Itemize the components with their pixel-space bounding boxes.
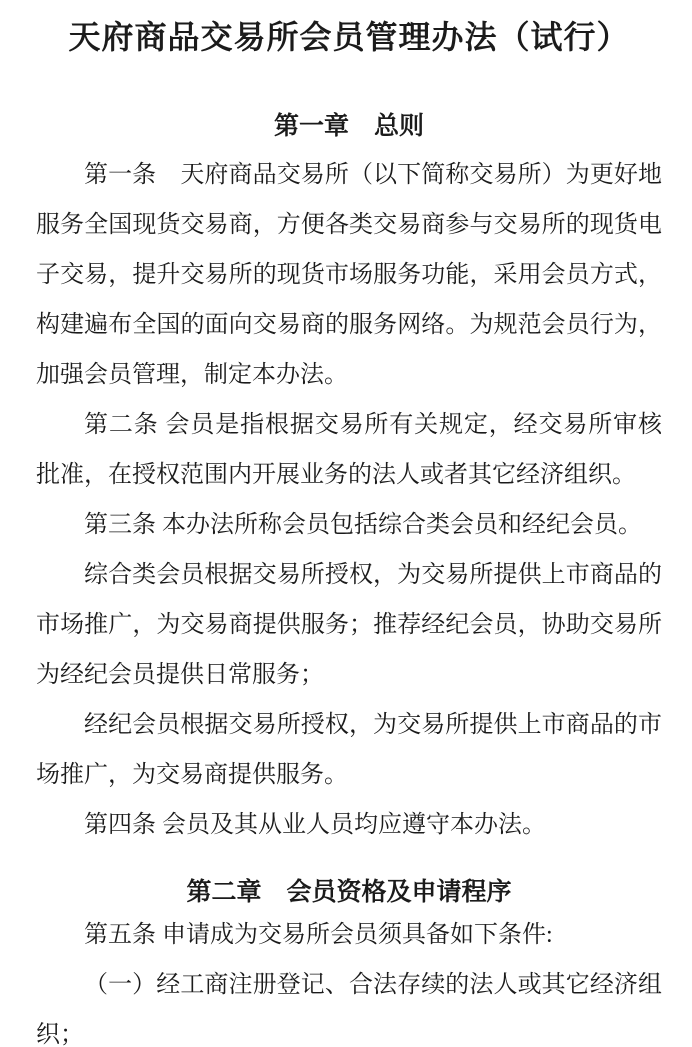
chapter-2 [36,878,662,1047]
chapter-1-heading: 第一章 总则 [273,113,424,140]
paragraph-condition-1: （一）经工商注册登记、合法存续的法人或其它经济组织； [36,972,662,1047]
paragraph-article-5: 第五条 申请成为交易所会员须具备如下条件: [84,922,553,948]
paragraph-article-3: 第三条 本办法所称会员包括综合类会员和经纪会员。 [84,512,642,538]
chapter-2-heading: 第二章 会员资格及申请程序 [186,879,512,906]
paragraph-article-3-comprehensive-members: 综合类会员根据交易所授权，为交易所提供上市商品的市场推广，为交易商提供服务；推荐经纪会员，协助交易所为经纪会员提供日常服务； [36,562,662,688]
document-title: 天府商品交易所会员管理办法（试行） [68,19,630,55]
paragraph-article-3-broker-members: 经纪会员根据交易所授权，为交易所提供上市商品的市场推广，为交易商提供服务。 [36,712,662,788]
paragraph-article-2: 第二条 会员是指根据交易所有关规定，经交易所审核批准，在授权范围内开展业务的法人或者其它经济组织。 [36,412,662,488]
chapter-1 [36,112,662,850]
paragraph-article-1: 第一条 天府商品交易所（以下简称交易所）为更好地服务全国现货交易商，方便各类交易商参与交易所的现货电子交易，提升交易所的现货市场服务功能，采用会员方式，构建遍布全国的面向交易商的服务网络。为规范会员行为，加强会员管理，制定本办法。 [36,162,662,388]
paragraph-article-4: 第四条 会员及其从业人员均应遵守本办法。 [84,812,546,838]
